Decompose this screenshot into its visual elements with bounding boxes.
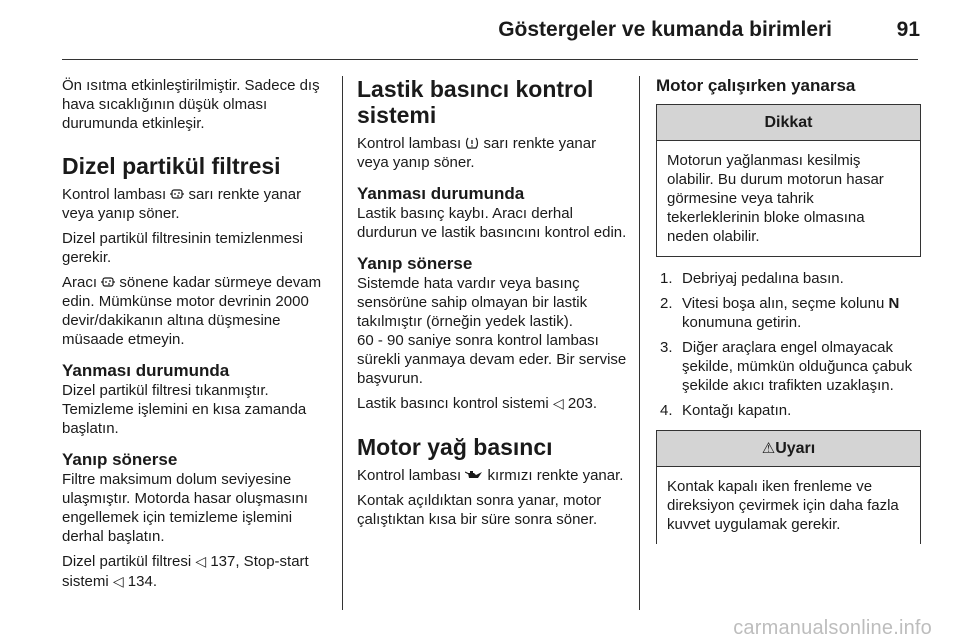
- header-divider: [62, 59, 918, 60]
- subheading-when-flashing: Yanıp sönerse: [62, 450, 178, 469]
- section-title-oil-pressure: Motor yağ basıncı: [357, 434, 553, 460]
- column-divider-right: [639, 76, 640, 610]
- particle-filter-icon: [170, 187, 184, 201]
- tpms-reference: Lastik basıncı kontrol sistemi ◁ 203.: [357, 395, 598, 412]
- column-middle: [357, 76, 629, 535]
- page-number: 91: [896, 18, 920, 41]
- dpf-paragraph-1: Kontrol lambası sarı renkte yanar veya yanıp söner.: [62, 186, 302, 222]
- dpf-paragraph-3: Aracı sönene kadar sürmeye devam edin. Mümkünse motor devrinin 2000 devir/dakikanın altına düşmesine müsaade etmeyin.: [62, 274, 322, 348]
- oil-paragraph-2: Kontak açıldıktan sonra yanar, motor çalıştıktan kısa bir süre sonra söner.: [357, 492, 602, 528]
- procedure-steps: [656, 269, 921, 420]
- oil-can-icon: [465, 469, 483, 481]
- tpms-paragraph-1: Kontrol lambası sarı renkte yanar veya yanıp söner.: [357, 135, 597, 171]
- warning-box: [656, 430, 921, 544]
- column-right: [656, 76, 921, 556]
- warning-triangle-icon: ⚠: [761, 439, 776, 457]
- subheading-when-lit: Yanması durumunda: [357, 184, 525, 203]
- subheading-engine-running: Motor çalışırken yanarsa: [656, 76, 856, 95]
- dpf-references: Dizel partikül filtresi ◁ 137, Stop-start sistemi ◁ 134.: [62, 553, 309, 590]
- oil-paragraph-1: Kontrol lambası kırmızı renkte yanar.: [357, 467, 624, 484]
- dpf-lit-text: Dizel partikül filtresi tıkanmıştır. Temizleme işlemini en kısa zamanda başlatın.: [62, 382, 307, 437]
- column-divider-left: [342, 76, 343, 610]
- list-item: 4. Kontağı kapatın.: [660, 402, 792, 419]
- page-reference-icon[interactable]: ◁: [195, 554, 207, 570]
- tpms-lit-text: Lastik basınç kaybı. Aracı derhal durdurun ve lastik basıncını kontrol edin.: [357, 205, 627, 241]
- watermark: carmanualsonline.info: [733, 617, 932, 639]
- tpms-flashing-text-b: 60 - 90 saniye sonra kontrol lambası sürekli yanmaya devam eder. Bir servise başvurun.: [357, 332, 627, 387]
- tpms-flashing-text-a: Sistemde hata vardır veya basınç sensörüne sahip olmayan bir lastik takılmıştır (örneğin yedek lastik).: [357, 275, 588, 330]
- column-left: [62, 76, 330, 598]
- particle-filter-icon: [101, 275, 115, 289]
- warning-title: ⚠Uyarı: [657, 431, 920, 467]
- list-item: 3. Diğer araçlara engel olmayacak şekilde, mümkün olduğunca çabuk şekilde akıcı trafikten uzaklaşın.: [660, 339, 913, 394]
- caution-title: Dikkat: [657, 105, 920, 141]
- dpf-paragraph-2: Dizel partikül filtresinin temizlenmesi gerekir.: [62, 230, 303, 266]
- caution-text: Motorun yağlanması kesilmiş olabilir. Bu durum motorun hasar görmesine veya tahrik tekerleklerinin bloke olmasına neden olabilir.: [667, 152, 884, 245]
- warning-text: Kontak kapalı iken frenleme ve direksiyon çevirmek için daha fazla kuvvet uygulamak gerekir.: [667, 478, 899, 533]
- section-title-diesel-particle-filter: Dizel partikül filtresi: [62, 153, 281, 179]
- page-reference-icon[interactable]: ◁: [552, 396, 564, 412]
- subheading-when-flashing: Yanıp sönerse: [357, 254, 473, 273]
- subheading-when-lit: Yanması durumunda: [62, 361, 230, 380]
- list-item: 1. Debriyaj pedalına basın.: [660, 270, 844, 287]
- caution-box: [656, 104, 921, 257]
- preheat-paragraph: Ön ısıtma etkinleştirilmiştir. Sadece dış hava sıcaklığının düşük olması durumunda etkinleşir.: [62, 77, 320, 132]
- page-header-title: Göstergeler ve kumanda birimleri: [498, 18, 832, 41]
- list-item: 2. Vitesi boşa alın, seçme kolunu N konumuna getirin.: [660, 295, 900, 331]
- page-reference-icon[interactable]: ◁: [112, 574, 124, 590]
- tyre-pressure-icon: [465, 136, 479, 150]
- dpf-flashing-text: Filtre maksimum dolum seviyesine ulaşmıştır. Motorda hasar oluşmasını engellemek için temizleme işlemini derhal başlatın.: [62, 471, 308, 545]
- section-title-tyre-pressure: Lastik basıncı kontrol sistemi: [357, 76, 594, 128]
